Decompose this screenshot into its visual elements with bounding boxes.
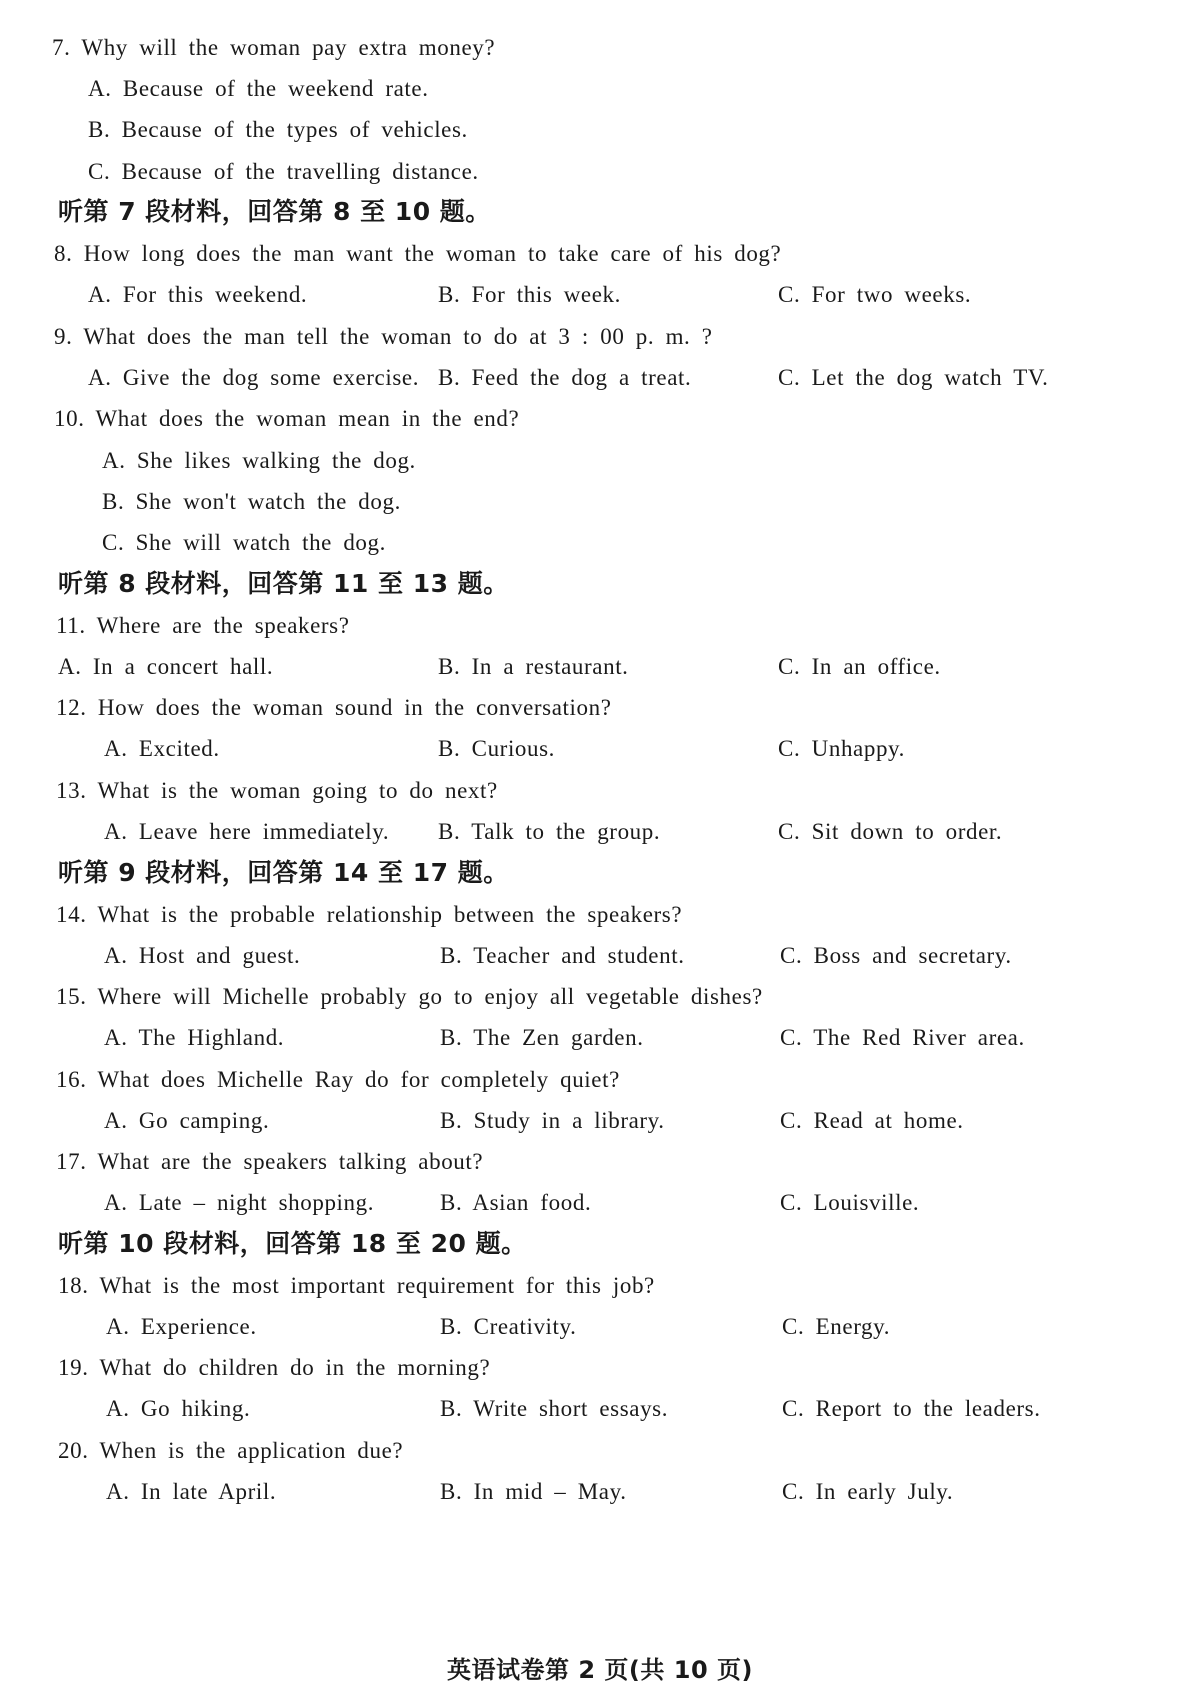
question-11-option-c: C. In an office. xyxy=(778,654,941,679)
question-14-option-a: A. Host and guest. xyxy=(104,943,301,968)
section-heading-9: 听第 9 段材料，回答第 14 至 17 题。 xyxy=(58,858,509,887)
question-19-option-a: A. Go hiking. xyxy=(106,1396,251,1421)
question-16-option-b: B. Study in a library. xyxy=(440,1108,665,1133)
question-11-stem: 11. Where are the speakers? xyxy=(56,613,350,638)
question-12-option-b: B. Curious. xyxy=(438,736,556,761)
question-9-option-a: A. Give the dog some exercise. xyxy=(88,365,420,390)
question-16-option-a: A. Go camping. xyxy=(104,1108,270,1133)
question-9-stem: 9. What does the man tell the woman to do at 3 : 00 p. m. ? xyxy=(54,324,713,349)
question-13-option-b: B. Talk to the group. xyxy=(438,819,661,844)
question-12-option-c: C. Unhappy. xyxy=(778,736,906,761)
question-16-stem: 16. What does Michelle Ray do for completely quiet? xyxy=(56,1067,620,1092)
question-7-option-a: A. Because of the weekend rate. xyxy=(88,76,429,101)
question-14-stem: 14. What is the probable relationship between the speakers? xyxy=(56,902,683,927)
question-19-option-c: C. Report to the leaders. xyxy=(782,1396,1041,1421)
section-heading-8: 听第 8 段材料，回答第 11 至 13 题。 xyxy=(58,569,509,598)
question-7-option-b: B. Because of the types of vehicles. xyxy=(88,117,468,142)
question-15-stem: 15. Where will Michelle probably go to enjoy all vegetable dishes? xyxy=(56,984,763,1009)
question-19-stem: 19. What do children do in the morning? xyxy=(58,1355,491,1380)
question-15-option-c: C. The Red River area. xyxy=(780,1025,1025,1050)
question-8-option-c: C. For two weeks. xyxy=(778,282,972,307)
question-12-stem: 12. How does the woman sound in the conversation? xyxy=(56,695,612,720)
question-20-option-c: C. In early July. xyxy=(782,1479,954,1504)
question-13-option-a: A. Leave here immediately. xyxy=(104,819,390,844)
question-8-stem: 8. How long does the man want the woman to take care of his dog? xyxy=(54,241,782,266)
question-18-option-c: C. Energy. xyxy=(782,1314,891,1339)
question-20-option-a: A. In late April. xyxy=(106,1479,277,1504)
question-12-option-a: A. Excited. xyxy=(104,736,220,761)
question-15-option-b: B. The Zen garden. xyxy=(440,1025,644,1050)
question-13-stem: 13. What is the woman going to do next? xyxy=(56,778,498,803)
question-11-option-b: B. In a restaurant. xyxy=(438,654,629,679)
question-13-option-c: C. Sit down to order. xyxy=(778,819,1003,844)
question-17-option-b: B. Asian food. xyxy=(440,1190,592,1215)
question-8-option-b: B. For this week. xyxy=(438,282,621,307)
question-18-option-b: B. Creativity. xyxy=(440,1314,577,1339)
question-17-option-a: A. Late – night shopping. xyxy=(104,1190,375,1215)
section-heading-7: 听第 7 段材料，回答第 8 至 10 题。 xyxy=(58,197,491,226)
question-18-stem: 18. What is the most important requirement for this job? xyxy=(58,1273,655,1298)
question-10-option-b: B. She won't watch the dog. xyxy=(102,489,401,514)
question-7-stem: 7. Why will the woman pay extra money? xyxy=(52,35,496,60)
question-17-option-c: C. Louisville. xyxy=(780,1190,920,1215)
question-9-option-b: B. Feed the dog a treat. xyxy=(438,365,692,390)
question-18-option-a: A. Experience. xyxy=(106,1314,257,1339)
question-7-option-c: C. Because of the travelling distance. xyxy=(88,159,479,184)
question-14-option-c: C. Boss and secretary. xyxy=(780,943,1012,968)
question-17-stem: 17. What are the speakers talking about? xyxy=(56,1149,484,1174)
question-16-option-c: C. Read at home. xyxy=(780,1108,964,1133)
section-heading-10: 听第 10 段材料，回答第 18 至 20 题。 xyxy=(58,1229,527,1258)
question-14-option-b: B. Teacher and student. xyxy=(440,943,685,968)
question-15-option-a: A. The Highland. xyxy=(104,1025,285,1050)
question-10-option-c: C. She will watch the dog. xyxy=(102,530,386,555)
question-10-stem: 10. What does the woman mean in the end? xyxy=(54,406,520,431)
question-10-option-a: A. She likes walking the dog. xyxy=(102,448,416,473)
page-footer: 英语试卷第 2 页(共 10 页) xyxy=(447,1656,753,1684)
question-8-option-a: A. For this weekend. xyxy=(88,282,308,307)
question-20-stem: 20. When is the application due? xyxy=(58,1438,404,1463)
question-19-option-b: B. Write short essays. xyxy=(440,1396,669,1421)
question-20-option-b: B. In mid – May. xyxy=(440,1479,627,1504)
question-9-option-c: C. Let the dog watch TV. xyxy=(778,365,1049,390)
question-11-option-a: A. In a concert hall. xyxy=(58,654,274,679)
